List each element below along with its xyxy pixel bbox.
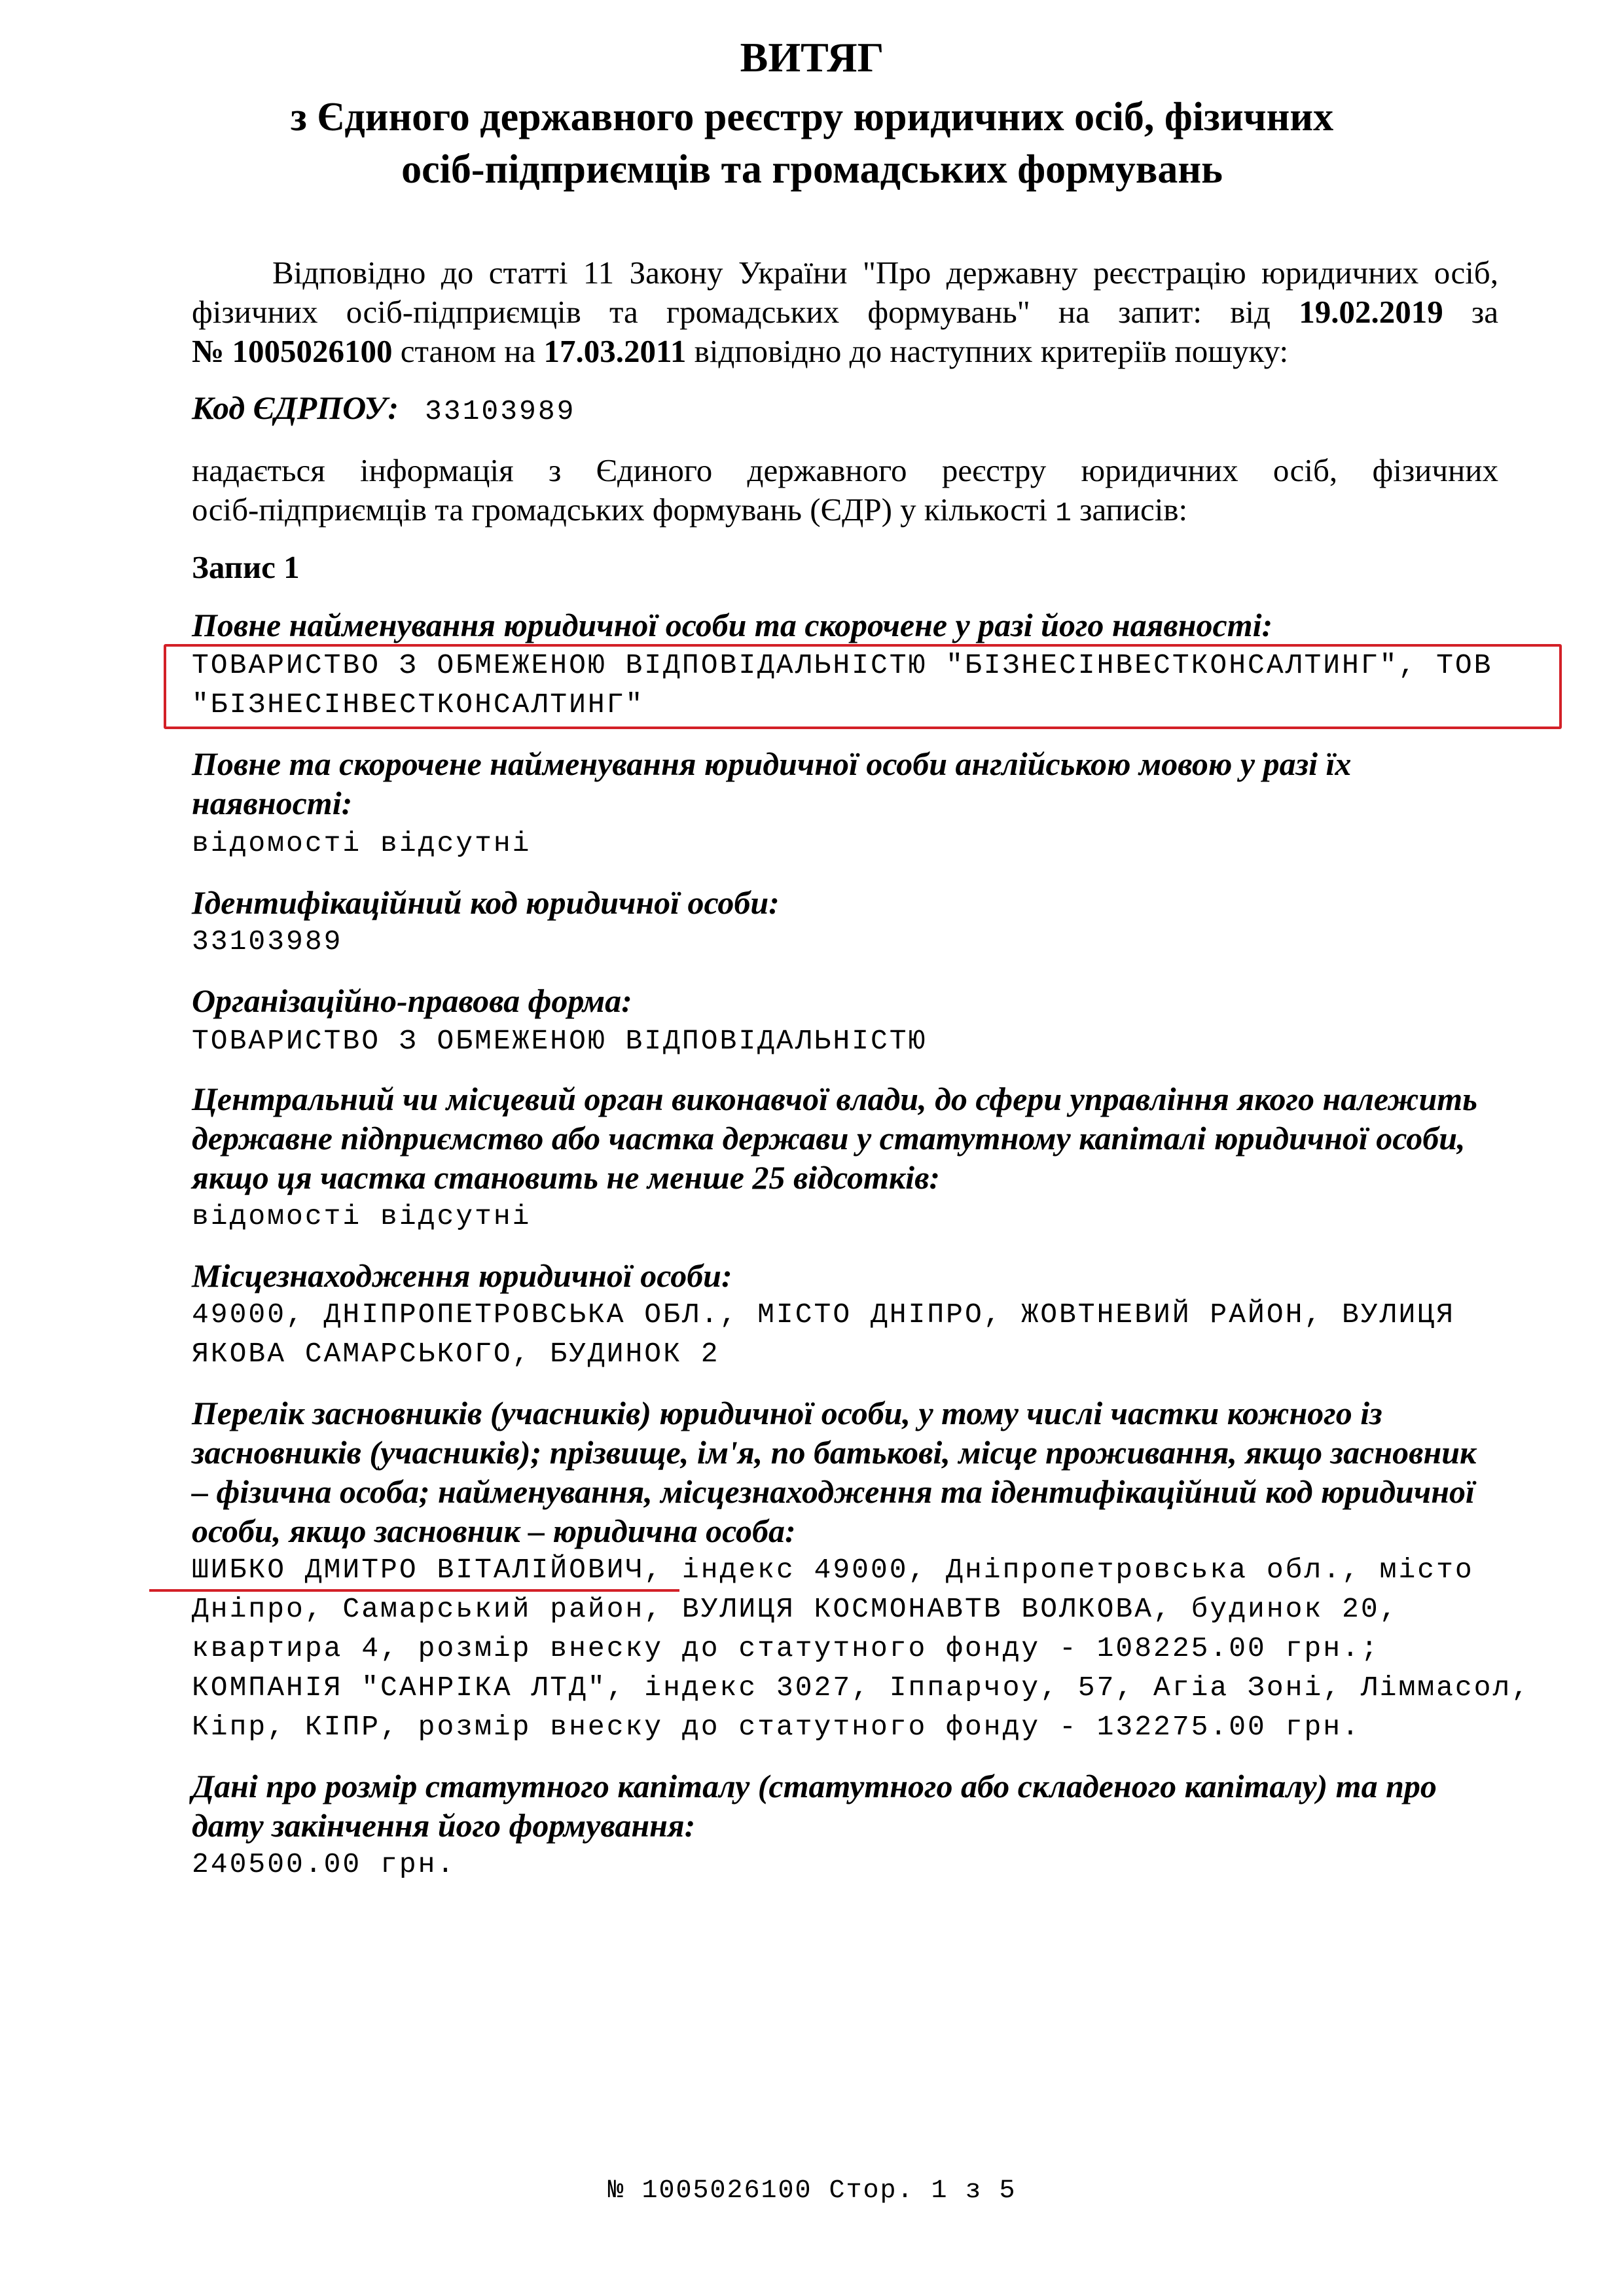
- record-count: 1: [1055, 499, 1072, 529]
- authority-label-line-3: якщо ця частка становить не менше 25 відсотків:: [192, 1159, 941, 1196]
- document-subtitle-line-1: з Єдиного державного реєстру юридичних осіб, фізичних: [290, 95, 1334, 139]
- request-date: 19.02.2019: [1299, 294, 1443, 330]
- id-code-value: 33103989: [192, 925, 343, 958]
- edrpou-row: [192, 389, 1498, 427]
- edrpou-value: 33103989: [425, 395, 576, 427]
- authority-label-line-1: Центральний чи місцевий орган виконавчої влади, до сфери управління якого належить: [192, 1081, 1477, 1117]
- status-date: 17.03.2011: [543, 333, 687, 369]
- founders-label-line-3: – фізична особа; найменування, місцезнаходження та ідентифікаційний код юридичної: [192, 1473, 1475, 1510]
- intro-line-1: Відповідно до статті 11 Закону України "Про державну реєстрацію юридичних осіб,: [272, 255, 1498, 291]
- full-name-label: Повне найменування юридичної особи та скорочене у разі його наявності:: [192, 607, 1273, 643]
- location-value-line-1: 49000, ДНІПРОПЕТРОВСЬКА ОБЛ., МІСТО ДНІПРО, ЖОВТНЕВИЙ РАЙОН, ВУЛИЦЯ: [192, 1299, 1455, 1331]
- capital-label-line-1: Дані про розмір статутного капіталу (статутного або складеного капіталу) та про: [192, 1768, 1437, 1804]
- intro-line-3: № 1005026100 станом на 17.03.2011 відповідно до наступних критеріїв пошуку:: [192, 333, 1289, 369]
- founders-value-line-4: КОМПАНІЯ "САНРІКА ЛТД", індекс 3027, Іппарчоу, 57, Агіа Зоні, Ліммасол,: [192, 1672, 1531, 1704]
- english-name-label-line-2: наявності:: [192, 785, 353, 821]
- founders-value-line-1: ШИБКО ДМИТРО ВІТАЛІЙОВИЧ, індекс 49000, Дніпропетровська обл., місто: [192, 1554, 1474, 1586]
- authority-value: відомості відсутні: [192, 1200, 532, 1232]
- legal-form-label: Організаційно-правова форма:: [192, 982, 632, 1019]
- full-name-value-line-2: "БІЗНЕСІНВЕСТКОНСАЛТИНГ": [192, 689, 645, 721]
- edrpou-label: Код ЄДРПОУ:: [192, 389, 399, 426]
- founders-value-line-3: квартира 4, розмір внеску до статутного фонду - 108225.00 грн.;: [192, 1632, 1380, 1664]
- founders-value-line-5: Кіпр, КІПР, розмір внеску до статутного фонду - 132275.00 грн.: [192, 1711, 1361, 1743]
- founder-name-underline: [149, 1589, 679, 1592]
- record-title: Запис 1: [192, 549, 300, 585]
- page-footer: № 1005026100 Стор. 1 з 5: [607, 2176, 1017, 2206]
- founders-label-line-2: засновників (учасників); прізвище, ім'я, по батькові, місце проживання, якщо засновник: [192, 1434, 1477, 1471]
- request-number: 1005026100: [232, 333, 393, 369]
- intro-line-2: фізичних осіб-підприємців та громадських формувань" на запит: від 19.02.2019 за: [192, 294, 1498, 330]
- location-value-line-2: ЯКОВА САМАРСЬКОГО, БУДИНОК 2: [192, 1338, 720, 1370]
- authority-label-line-2: державне підприємство або частка держави у статутному капіталі юридичної особи,: [192, 1120, 1466, 1157]
- document-subtitle-line-2: осіб-підприємців та громадських формувань: [401, 147, 1223, 192]
- info-line-2: осіб-підприємців та громадських формувань (ЄДР) у кількості 1 записів:: [192, 492, 1188, 529]
- full-name-value-line-1: ТОВАРИСТВО З ОБМЕЖЕНОЮ ВІДПОВІДАЛЬНІСТЮ "БІЗНЕСІНВЕСТКОНСАЛТИНГ", ТОВ: [192, 649, 1493, 681]
- capital-value: 240500.00 грн.: [192, 1848, 456, 1880]
- document-title: ВИТЯГ: [740, 34, 884, 81]
- full-name-highlight-box: [164, 644, 1562, 729]
- english-name-value: відомості відсутні: [192, 827, 532, 859]
- info-line-1: надається інформація з Єдиного державного реєстру юридичних осіб, фізичних: [192, 452, 1498, 488]
- english-name-label-line-1: Повне та скорочене найменування юридичної особи англійською мовою у разі їх: [192, 745, 1352, 782]
- location-label: Місцезнаходження юридичної особи:: [192, 1257, 732, 1294]
- founder-1-name: ШИБКО ДМИТРО ВІТАЛІЙОВИЧ,: [192, 1554, 664, 1586]
- capital-label-line-2: дату закінчення його формування:: [192, 1807, 696, 1844]
- founders-label-line-1: Перелік засновників (учасників) юридичної особи, у тому числі частки кожного із: [192, 1395, 1382, 1431]
- founders-value-line-2: Дніпро, Самарський район, ВУЛИЦЯ КОСМОНАВТВ ВОЛКОВА, будинок 20,: [192, 1593, 1399, 1625]
- legal-form-value: ТОВАРИСТВО З ОБМЕЖЕНОЮ ВІДПОВІДАЛЬНІСТЮ: [192, 1025, 928, 1057]
- founders-label-line-4: особи, якщо засновник – юридична особа:: [192, 1513, 796, 1549]
- id-code-label: Ідентифікаційний код юридичної особи:: [192, 884, 780, 921]
